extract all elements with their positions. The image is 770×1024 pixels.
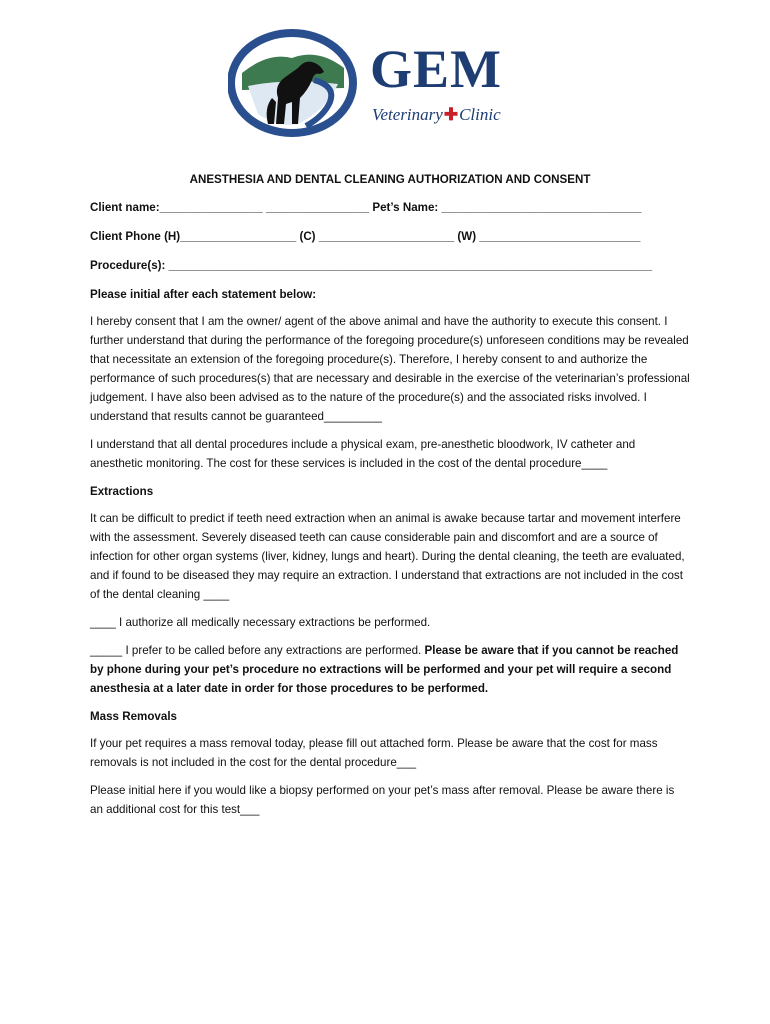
call-before-extractions bbox=[90, 641, 690, 698]
call-before-warning: Please be aware that if you cannot be reached by phone during your pet’s procedure no extractions will be performed and your pet will require a second anesthesia at a later date in order for those procedures to be performed. bbox=[90, 644, 679, 695]
red-cross-icon: ✚ bbox=[443, 105, 459, 124]
logo-subtitle bbox=[372, 105, 501, 125]
authorize-extractions: ____ I authorize all medically necessary extractions be performed. bbox=[90, 616, 431, 629]
extractions-paragraph: It can be difficult to predict if teeth need extraction when an animal is awake because tartar and movement interfere with the assessment. Severely diseased teeth can cause considerable pain and discomfort and are a source of infection for other organ systems (liver, kidney, lungs and heart). During the dental cleaning, the teeth are evaluated, and if found to be diseased they may require an extraction. I understand that extractions are not included in the cost of the dental cleaning ____ bbox=[90, 512, 685, 601]
procedures-line: Procedure(s): ___________________________________________________________________________ bbox=[90, 259, 653, 272]
logo-subtitle-right: Clinic bbox=[459, 105, 501, 124]
logo-subtitle-left: Veterinary bbox=[372, 105, 443, 124]
client-phone-line: Client Phone (H)__________________ (C) _____________________ (W) _________________________ bbox=[90, 230, 641, 243]
mass-paragraph: If your pet requires a mass removal today, please fill out attached form. Please be aware that the cost for mass removals is not included in the cost for the dental procedure___ bbox=[90, 737, 658, 769]
initial-instruction: Please initial after each statement below: bbox=[90, 288, 317, 301]
dental-paragraph: I understand that all dental procedures include a physical exam, pre-anesthetic bloodwork, IV catheter and anesthetic monitoring. The cost for these services is included in the cost of the dental procedure____ bbox=[90, 438, 636, 470]
client-name-line: Client name:________________ ________________ Pet’s Name: _______________________________ bbox=[90, 201, 642, 214]
biopsy-paragraph: Please initial here if you would like a biopsy performed on your pet’s mass after removal. Please be aware there is an additional cost for this test___ bbox=[90, 784, 675, 816]
extractions-heading: Extractions bbox=[90, 485, 154, 498]
consent-form bbox=[90, 170, 690, 828]
form-title: ANESTHESIA AND DENTAL CLEANING AUTHORIZATION AND CONSENT bbox=[189, 173, 591, 186]
call-before-text: _____ I prefer to be called before any extractions are performed. bbox=[90, 644, 425, 657]
consent-paragraph: I hereby consent that I am the owner/ agent of the above animal and have the authority to execute this consent. I further understand that during the performance of the foregoing procedure(s) unforeseen conditions may be revealed that necessitate an extension of the foregoing procedure(s). Therefore, I hereby consent to and authorize the performance of such procedures(s) that are necessary and desirable in the exercise of the veterinarian’s professional judgement. I have also been advised as to the nature of the procedure(s) and the associated risks involved. I understand that results cannot be guaranteed_________ bbox=[90, 315, 690, 423]
mass-removals-heading: Mass Removals bbox=[90, 710, 177, 723]
logo-wordmark: GEM bbox=[370, 39, 502, 99]
